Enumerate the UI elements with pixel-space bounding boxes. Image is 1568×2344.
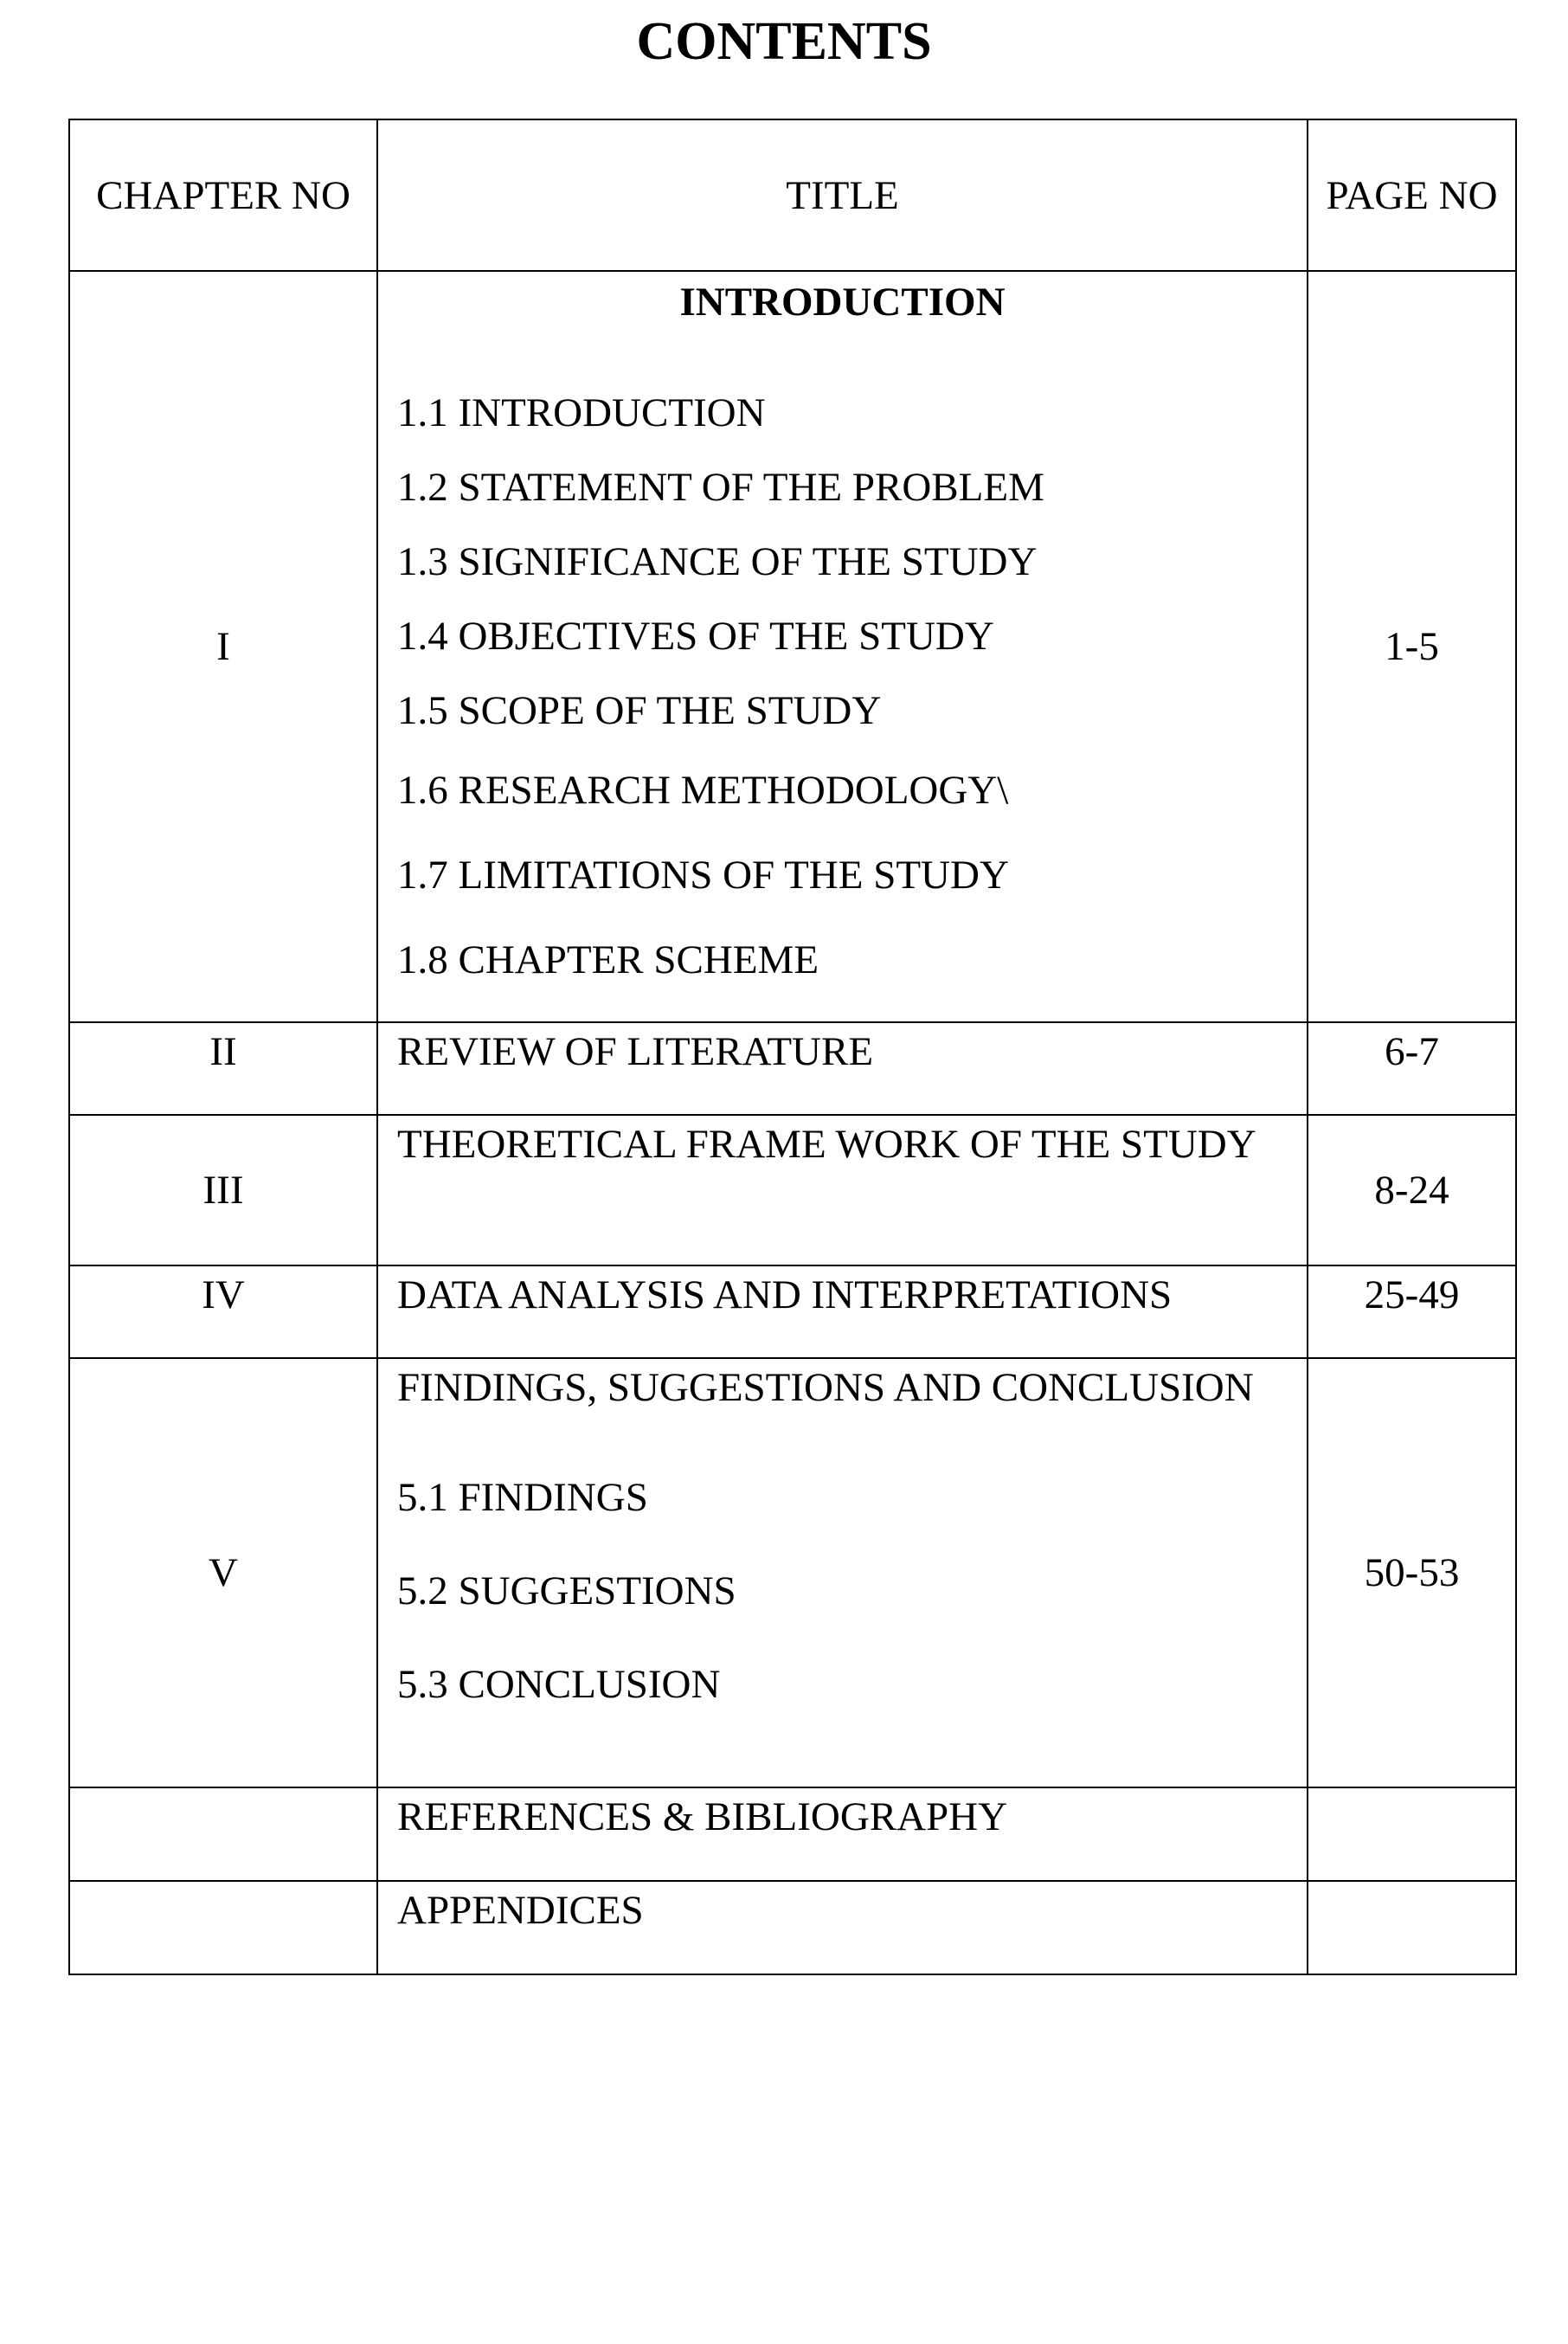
section-list bbox=[397, 1359, 1307, 1731]
chapter-title-cell bbox=[377, 1358, 1308, 1787]
section-item: 1.1 INTRODUCTION bbox=[397, 390, 766, 435]
chapter-title: REFERENCES & BIBLIOGRAPHY bbox=[377, 1787, 1308, 1881]
section-item: 1.2 STATEMENT OF THE PROBLEM bbox=[397, 465, 1044, 510]
chapter-title: THEORETICAL FRAME WORK OF THE STUDY bbox=[377, 1115, 1308, 1265]
section-item: 1.5 SCOPE OF THE STUDY bbox=[397, 688, 882, 733]
chapter-title: DATA ANALYSIS AND INTERPRETATIONS bbox=[377, 1265, 1308, 1358]
table-row bbox=[69, 1115, 1516, 1265]
section-item: 1.4 OBJECTIVES OF THE STUDY bbox=[397, 614, 994, 659]
chapter-title-cell bbox=[377, 271, 1308, 1022]
page-range: 50-53 bbox=[1308, 1358, 1516, 1787]
table-row bbox=[69, 1265, 1516, 1358]
header-page-no: PAGE NO bbox=[1308, 119, 1516, 271]
page-title: CONTENTS bbox=[636, 12, 932, 71]
table-row bbox=[69, 1881, 1516, 1974]
page-range bbox=[1308, 1881, 1516, 1974]
chapter-title: REVIEW OF LITERATURE bbox=[377, 1022, 1308, 1115]
section-item: 1.8 CHAPTER SCHEME bbox=[397, 937, 819, 982]
section-list bbox=[397, 376, 1307, 1002]
section-item: 1.3 SIGNIFICANCE OF THE STUDY bbox=[397, 539, 1038, 584]
contents-table bbox=[68, 119, 1517, 1975]
chapter-number: III bbox=[69, 1115, 377, 1265]
chapter-title: FINDINGS, SUGGESTIONS AND CONCLUSION bbox=[397, 1365, 1254, 1410]
chapter-number: II bbox=[69, 1022, 377, 1115]
page-range: 8-24 bbox=[1308, 1115, 1516, 1265]
section-item: 5.1 FINDINGS bbox=[397, 1475, 648, 1520]
table-header-row bbox=[69, 119, 1516, 271]
table-row bbox=[69, 271, 1516, 1022]
page-range: 25-49 bbox=[1308, 1265, 1516, 1358]
section-item: 5.2 SUGGESTIONS bbox=[397, 1568, 736, 1613]
page-range: 6-7 bbox=[1308, 1022, 1516, 1115]
table-row bbox=[69, 1787, 1516, 1881]
table-row bbox=[69, 1022, 1516, 1115]
chapter-number: I bbox=[69, 271, 377, 1022]
chapter-number bbox=[69, 1787, 377, 1881]
table-row bbox=[69, 1358, 1516, 1787]
section-item: 1.6 RESEARCH METHODOLOGY\ bbox=[397, 768, 1009, 813]
chapter-number bbox=[69, 1881, 377, 1974]
header-title: TITLE bbox=[377, 119, 1308, 271]
header-chapter-no: CHAPTER NO bbox=[69, 119, 377, 271]
page-range: 1-5 bbox=[1308, 271, 1516, 1022]
chapter-number: IV bbox=[69, 1265, 377, 1358]
page-range bbox=[1308, 1787, 1516, 1881]
section-item: 5.3 CONCLUSION bbox=[397, 1662, 721, 1707]
chapter-number: V bbox=[69, 1358, 377, 1787]
section-item: 1.7 LIMITATIONS OF THE STUDY bbox=[397, 853, 1009, 898]
chapter-heading: INTRODUCTION bbox=[679, 280, 1006, 325]
chapter-title: APPENDICES bbox=[377, 1881, 1308, 1974]
